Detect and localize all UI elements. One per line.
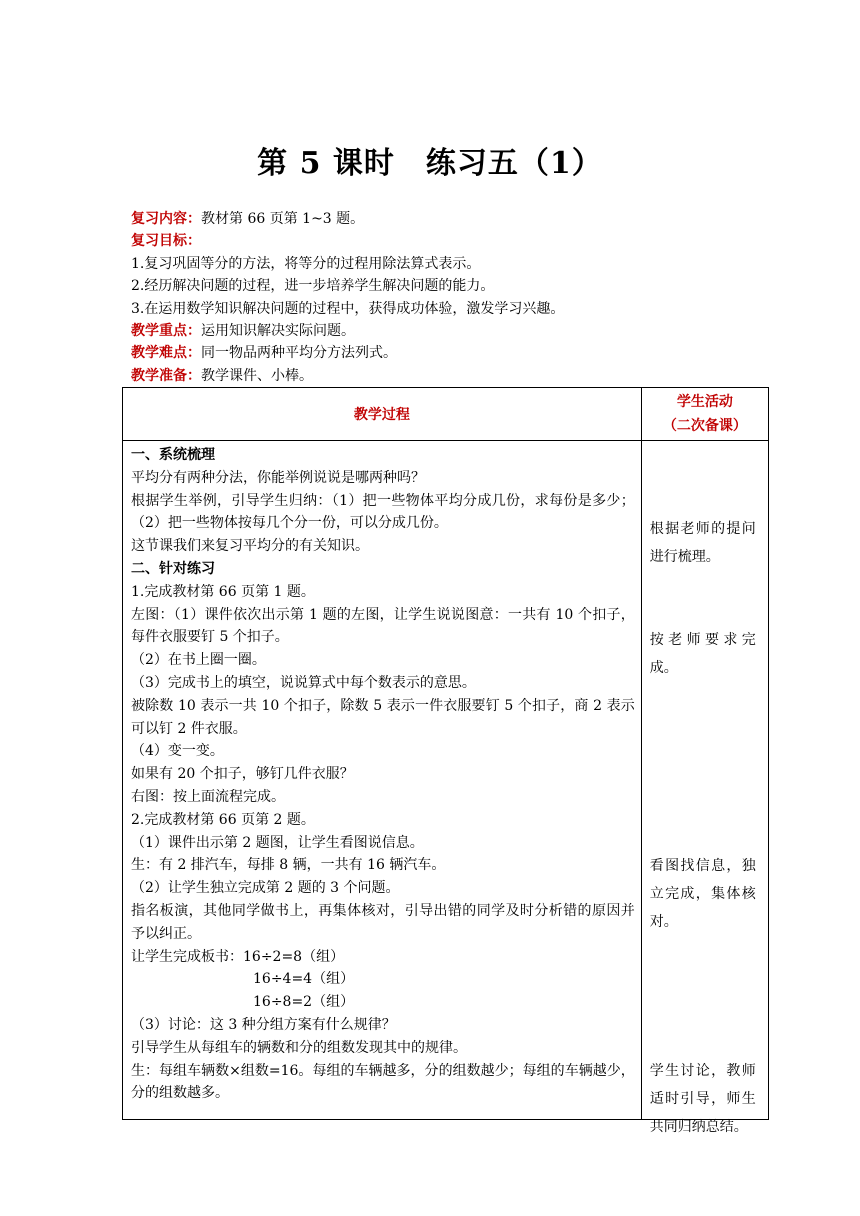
process-paragraph: 指名板演，其他同学做书上，再集体核对，引导出错的同学及时分析错的原因并予以纠正。	[131, 902, 635, 942]
board-equation: 16÷8=2（组）	[253, 994, 355, 1011]
process-paragraph: 引导学生从每组车的辆数和分的组数发现其中的规律。	[131, 1039, 467, 1056]
goal-item: 2.经历解决问题的过程，进一步培养学生解决问题的能力。	[131, 278, 495, 295]
key-point-line	[131, 320, 771, 342]
process-paragraph: 生：有 2 排汽车，每排 8 辆，一共有 16 辆汽车。	[131, 857, 446, 874]
process-paragraph: 被除数 10 表示一共 10 个扣子，除数 5 表示一件衣服要钉 5 个扣子，商 2 表示可以钉 2 件衣服。	[131, 697, 635, 737]
activity-note: 学生讨论，教师适时引导，师生共同归纳总结。	[649, 1063, 756, 1135]
activity-note: 看图找信息，独立完成，集体核对。	[649, 858, 756, 930]
process-paragraph: 生：每组车辆数×组数=16。每组的车辆越多，分的组数越少；每组的车辆越少，分的组数越多。	[131, 1062, 635, 1102]
header-activity-sublabel: （二次备课）	[662, 418, 747, 434]
process-paragraph: 左图：（1）课件依次出示第 1 题的左图，让学生说说图意：一共有 10 个扣子，每件衣服要钉 5 个扣子。	[131, 606, 635, 646]
review-content-line	[131, 208, 771, 230]
lesson-table	[122, 387, 769, 1135]
review-content-label: 复习内容：	[131, 211, 201, 227]
activity-cell	[641, 441, 768, 1135]
process-paragraph: （4）变一变。	[131, 743, 224, 760]
key-point-value: 运用知识解决实际问题。	[201, 323, 355, 340]
process-paragraph: 根据学生举例，引导学生归纳：（1）把一些物体平均分成几份，求每份是多少；（2）把一些物体按每几个分一份，可以分成几份。	[131, 492, 635, 532]
section-heading: 一、系统梳理	[131, 447, 215, 463]
goals-line	[131, 230, 771, 252]
lesson-meta	[131, 208, 771, 387]
difficulty-line	[131, 342, 771, 364]
difficulty-value: 同一物品两种平均分方法列式。	[201, 345, 397, 362]
key-point-label: 教学重点：	[131, 323, 201, 340]
preparation-value: 教学课件、小棒。	[201, 367, 313, 384]
table-header-row	[123, 388, 769, 441]
review-content-value: 教材第 66 页第 1~3 题。	[201, 211, 365, 227]
goal-item: 3.在运用数学知识解决问题的过程中，获得成功体验，激发学习兴趣。	[131, 300, 565, 317]
process-paragraph: 右图：按上面流程完成。	[131, 788, 285, 805]
process-paragraph: 平均分有两种分法，你能举例说说是哪两种吗？	[131, 469, 425, 486]
goals-label: 复习目标：	[131, 233, 201, 250]
process-paragraph: （2）让学生独立完成第 2 题的 3 个问题。	[131, 880, 400, 897]
section-heading: 二、针对练习	[131, 560, 215, 577]
page-title: 第 5 课时 练习五（1）	[257, 146, 603, 181]
board-equation: 让学生完成板书：16÷2=8（组）	[131, 948, 345, 965]
process-paragraph: 这节课我们来复习平均分的有关知识。	[131, 538, 369, 555]
process-paragraph: 如果有 20 个扣子，够钉几件衣服？	[131, 766, 354, 783]
process-paragraph: 2.完成教材第 66 页第 2 题。	[131, 811, 315, 828]
table-body-row	[123, 441, 769, 1120]
process-cell	[123, 441, 642, 1120]
difficulty-label: 教学难点：	[131, 345, 201, 362]
header-activity	[641, 388, 768, 441]
header-process-label: 教学过程	[353, 407, 410, 423]
activity-note: 根据老师的提问进行梳理。	[649, 521, 756, 565]
board-equation: 16÷4=4（组）	[253, 971, 355, 988]
preparation-label: 教学准备：	[131, 367, 201, 384]
process-paragraph: （1）课件出示第 2 题图，让学生看图说信息。	[131, 834, 424, 851]
header-process	[123, 388, 642, 441]
activity-note: 按老师要求完成。	[649, 632, 756, 676]
process-paragraph: 1.完成教材第 66 页第 1 题。	[131, 583, 315, 600]
process-paragraph: （2）在书上圈一圈。	[131, 652, 266, 669]
goal-item: 1.复习巩固等分的方法，将等分的过程用除法算式表示。	[131, 255, 481, 272]
process-paragraph: （3）完成书上的填空，说说算式中每个数表示的意思。	[131, 674, 476, 691]
header-activity-label: 学生活动	[676, 394, 733, 410]
process-paragraph: （3）讨论：这 3 种分组方案有什么规律？	[131, 1016, 396, 1033]
preparation-line	[131, 365, 771, 387]
